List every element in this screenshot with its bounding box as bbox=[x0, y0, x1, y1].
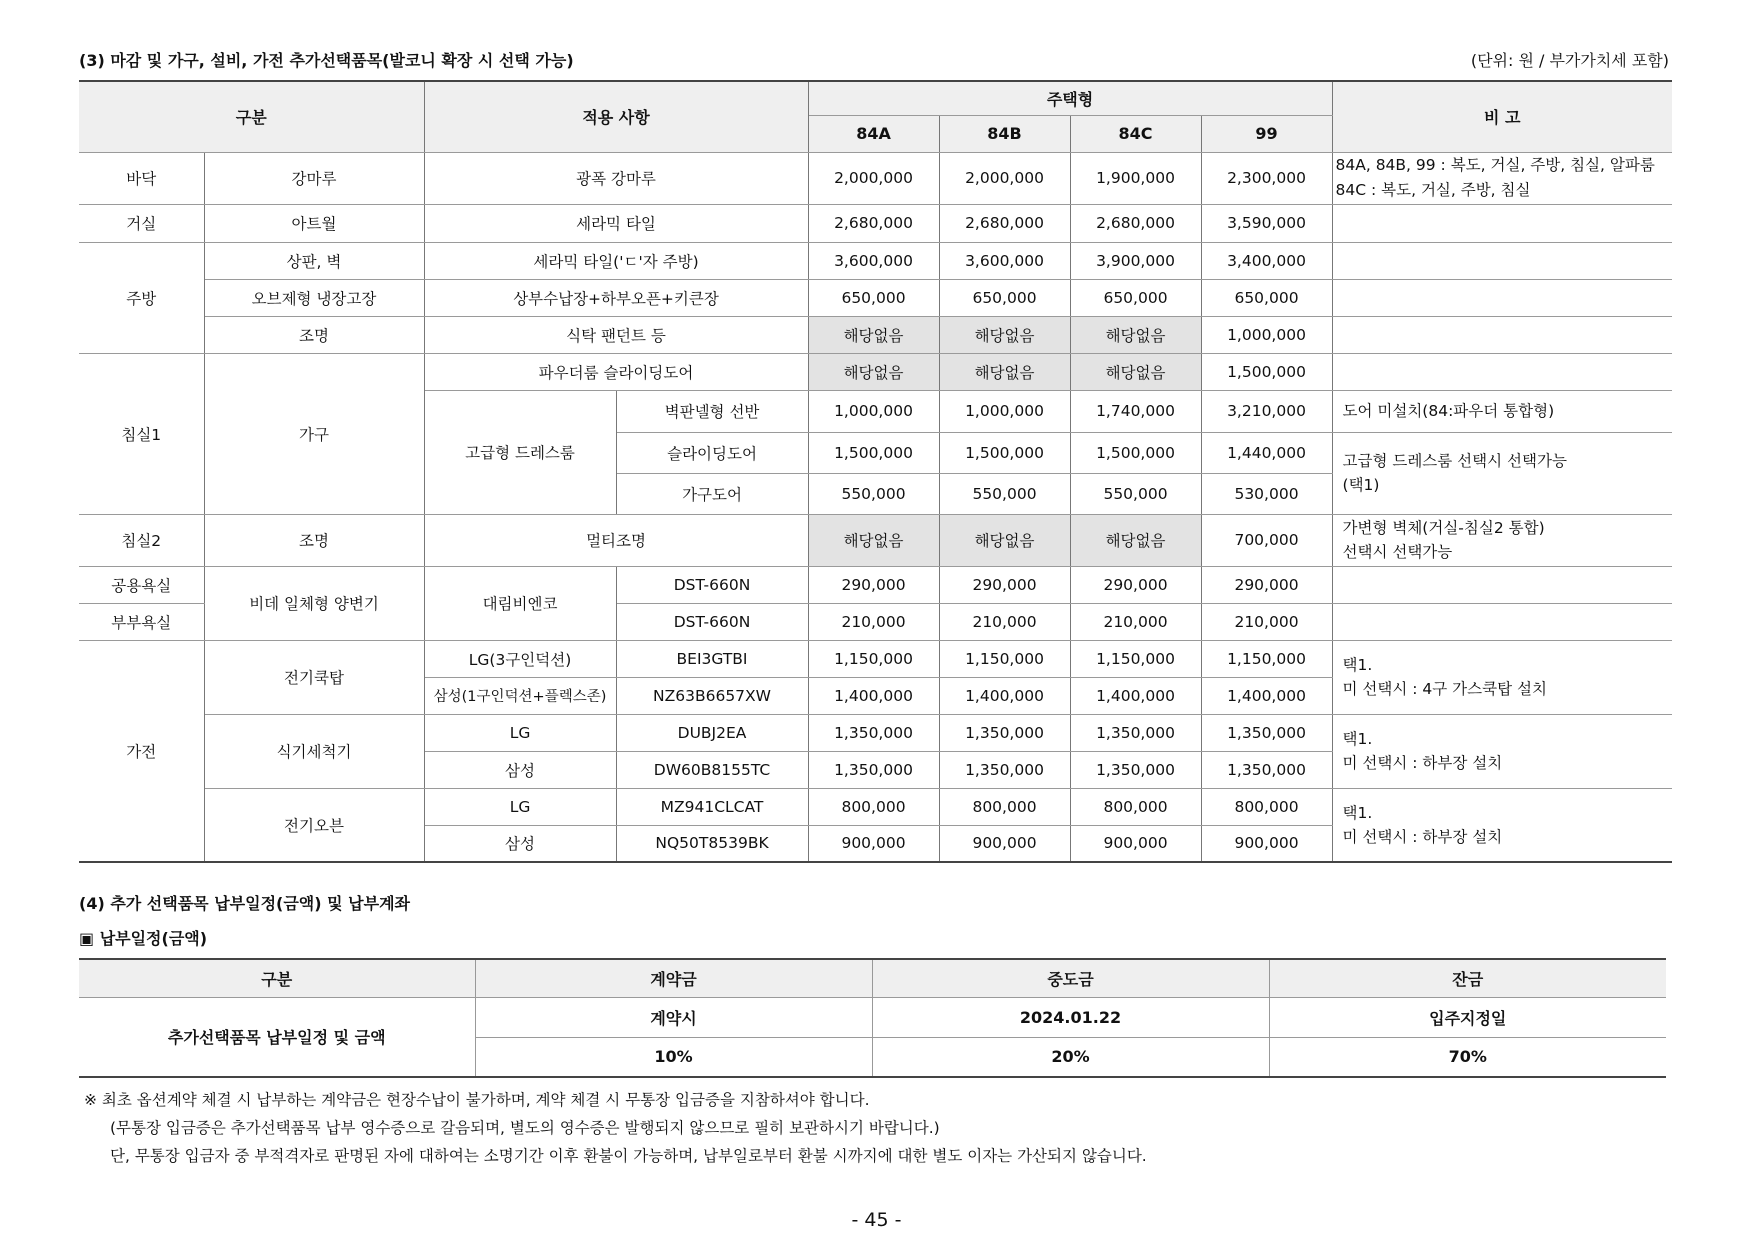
table-row bbox=[79, 514, 1672, 566]
note-cell bbox=[1332, 152, 1672, 204]
price-cell: 1,500,000 bbox=[808, 432, 939, 473]
note-line: (택1) bbox=[1342, 476, 1380, 494]
apply-cell: LG bbox=[424, 788, 616, 825]
price-cell: 210,000 bbox=[939, 603, 1070, 640]
price-cell: 900,000 bbox=[808, 825, 939, 862]
table-row bbox=[79, 997, 1666, 1037]
note-cell bbox=[1332, 714, 1672, 788]
price-cell: 1,000,000 bbox=[939, 390, 1070, 432]
note-line: 택1. bbox=[1342, 656, 1373, 674]
item-cell: 전기오븐 bbox=[204, 788, 424, 862]
price-cell: 1,500,000 bbox=[1070, 432, 1201, 473]
apply-detail-cell: NQ50T8539BK bbox=[616, 825, 808, 862]
section3-title: (3) 마감 및 가구, 설비, 가전 추가선택품목(발코니 확장 시 선택 가능) bbox=[79, 51, 574, 70]
apply-cell: 파우더룸 슬라이딩도어 bbox=[424, 353, 808, 390]
header-gubun: 구분 bbox=[79, 959, 475, 997]
category-cell: 거실 bbox=[79, 204, 204, 242]
option-price-table bbox=[79, 80, 1672, 863]
price-cell: 900,000 bbox=[1201, 825, 1332, 862]
apply-detail-cell: NZ63B6657XW bbox=[616, 677, 808, 714]
price-cell: 3,600,000 bbox=[808, 242, 939, 279]
date-cell: 2024.01.22 bbox=[872, 997, 1269, 1037]
price-cell: 2,680,000 bbox=[1070, 204, 1201, 242]
price-cell: 1,500,000 bbox=[939, 432, 1070, 473]
price-cell: 800,000 bbox=[939, 788, 1070, 825]
category-cell: 부부욕실 bbox=[79, 603, 204, 640]
category-cell: 침실1 bbox=[79, 353, 204, 514]
apply-detail-cell: 슬라이딩도어 bbox=[616, 432, 808, 473]
apply-cell: 세라믹 타일('ㄷ'자 주방) bbox=[424, 242, 808, 279]
price-cell: 1,150,000 bbox=[808, 640, 939, 677]
apply-cell: 식탁 팬던트 등 bbox=[424, 316, 808, 353]
price-cell: 650,000 bbox=[1201, 279, 1332, 316]
price-cell: 1,150,000 bbox=[1201, 640, 1332, 677]
apply-cell: LG bbox=[424, 714, 616, 751]
note-cell bbox=[1332, 316, 1672, 353]
apply-cell: 삼성(1구인덕션+플렉스존) bbox=[424, 677, 616, 714]
item-cell: 비데 일체형 양변기 bbox=[204, 566, 424, 640]
price-cell: 해당없음 bbox=[1070, 353, 1201, 390]
note-cell bbox=[1332, 353, 1672, 390]
percent-cell: 10% bbox=[475, 1037, 872, 1077]
price-cell: 해당없음 bbox=[808, 514, 939, 566]
price-cell: 800,000 bbox=[1201, 788, 1332, 825]
price-cell: 210,000 bbox=[808, 603, 939, 640]
price-cell: 800,000 bbox=[808, 788, 939, 825]
price-cell: 650,000 bbox=[1070, 279, 1201, 316]
section3-header bbox=[79, 48, 1669, 74]
header-84b: 84B bbox=[939, 115, 1070, 152]
price-cell: 1,350,000 bbox=[1070, 751, 1201, 788]
note-cell bbox=[1332, 279, 1672, 316]
price-cell: 210,000 bbox=[1070, 603, 1201, 640]
price-cell: 1,350,000 bbox=[808, 751, 939, 788]
price-cell: 1,150,000 bbox=[1070, 640, 1201, 677]
table-row bbox=[79, 714, 1672, 751]
note-cell bbox=[1332, 204, 1672, 242]
note-cell bbox=[1332, 788, 1672, 862]
header-deposit: 계약금 bbox=[475, 959, 872, 997]
apply-detail-cell: BEI3GTBI bbox=[616, 640, 808, 677]
apply-detail-cell: DST-660N bbox=[616, 566, 808, 603]
page-number: - 45 - bbox=[851, 1209, 902, 1231]
price-cell: 550,000 bbox=[939, 473, 1070, 514]
price-cell: 1,400,000 bbox=[939, 677, 1070, 714]
price-cell: 210,000 bbox=[1201, 603, 1332, 640]
price-cell: 3,900,000 bbox=[1070, 242, 1201, 279]
table-row bbox=[79, 279, 1672, 316]
price-cell: 1,500,000 bbox=[1201, 353, 1332, 390]
price-cell: 해당없음 bbox=[808, 316, 939, 353]
table-row bbox=[79, 640, 1672, 677]
price-cell: 550,000 bbox=[1070, 473, 1201, 514]
price-cell: 650,000 bbox=[808, 279, 939, 316]
note-line: 단, 무통장 입금자 중 부적격자로 판명된 자에 대하여는 소명기간 이후 환불이 가능하며, 납부일로부터 환불 시까지에 대한 별도 이자는 가산되지 않습니다. bbox=[110, 1147, 1147, 1165]
price-cell: 1,350,000 bbox=[1070, 714, 1201, 751]
apply-cell: 고급형 드레스룸 bbox=[424, 390, 616, 514]
category-cell: 주방 bbox=[79, 242, 204, 353]
row-label: 추가선택품목 납부일정 및 금액 bbox=[79, 997, 475, 1077]
price-cell: 290,000 bbox=[939, 566, 1070, 603]
item-cell: 식기세척기 bbox=[204, 714, 424, 788]
note-line: 미 선택시 : 하부장 설치 bbox=[1342, 827, 1503, 846]
section4-title: (4) 추가 선택품목 납부일정(금액) 및 납부계좌 bbox=[79, 894, 410, 913]
price-cell: 290,000 bbox=[1070, 566, 1201, 603]
note-cell bbox=[1332, 640, 1672, 714]
item-cell: 전기쿡탑 bbox=[204, 640, 424, 714]
apply-detail-cell: 벽판넬형 선반 bbox=[616, 390, 808, 432]
category-cell: 공용욕실 bbox=[79, 566, 204, 603]
price-cell: 1,350,000 bbox=[939, 751, 1070, 788]
note-line: 84C : 복도, 거실, 주방, 침실 bbox=[1335, 181, 1531, 199]
payment-notes bbox=[84, 1086, 1147, 1170]
header-balance: 잔금 bbox=[1269, 959, 1666, 997]
apply-detail-cell: DW60B8155TC bbox=[616, 751, 808, 788]
price-cell: 290,000 bbox=[1201, 566, 1332, 603]
price-cell: 1,400,000 bbox=[1201, 677, 1332, 714]
payment-schedule-table bbox=[79, 958, 1666, 1078]
table-row bbox=[79, 242, 1672, 279]
note-line: 택1. bbox=[1342, 730, 1373, 748]
schedule-subtitle: ▣ 납부일정(금액) bbox=[79, 929, 208, 948]
table-row bbox=[79, 353, 1672, 390]
unit-note: (단위: 원 / 부가가치세 포함) bbox=[1470, 51, 1669, 70]
price-cell: 해당없음 bbox=[939, 316, 1070, 353]
table-row bbox=[79, 788, 1672, 825]
price-cell: 1,440,000 bbox=[1201, 432, 1332, 473]
note-line: 미 선택시 : 4구 가스쿡탑 설치 bbox=[1342, 680, 1547, 698]
price-cell: 530,000 bbox=[1201, 473, 1332, 514]
price-cell: 550,000 bbox=[808, 473, 939, 514]
item-cell: 강마루 bbox=[204, 152, 424, 204]
apply-detail-cell: 가구도어 bbox=[616, 473, 808, 514]
table-row bbox=[79, 316, 1672, 353]
item-cell: 아트월 bbox=[204, 204, 424, 242]
price-cell: 290,000 bbox=[808, 566, 939, 603]
price-cell: 2,000,000 bbox=[808, 152, 939, 204]
apply-detail-cell: MZ941CLCAT bbox=[616, 788, 808, 825]
price-cell: 1,150,000 bbox=[939, 640, 1070, 677]
category-cell: 바닥 bbox=[79, 152, 204, 204]
apply-cell: 대림비엔코 bbox=[424, 566, 616, 640]
price-cell: 900,000 bbox=[939, 825, 1070, 862]
price-cell: 1,350,000 bbox=[1201, 714, 1332, 751]
header-note: 비 고 bbox=[1332, 81, 1672, 152]
header-house-type: 주택형 bbox=[808, 81, 1332, 115]
note-line: 가변형 벽체(거실-침실2 통합) bbox=[1342, 519, 1545, 537]
header-apply: 적용 사항 bbox=[424, 81, 808, 152]
price-cell: 650,000 bbox=[939, 279, 1070, 316]
item-cell: 조명 bbox=[204, 514, 424, 566]
price-cell: 2,680,000 bbox=[808, 204, 939, 242]
price-cell: 해당없음 bbox=[939, 514, 1070, 566]
note-cell bbox=[1332, 432, 1672, 514]
header-84c: 84C bbox=[1070, 115, 1201, 152]
header-99: 99 bbox=[1201, 115, 1332, 152]
apply-cell: 세라믹 타일 bbox=[424, 204, 808, 242]
note-line: ※ 최초 옵션계약 체결 시 납부하는 계약금은 현장수납이 불가하며, 계약 체결 시 무통장 입금증을 지참하셔야 합니다. bbox=[84, 1091, 870, 1109]
date-cell: 계약시 bbox=[475, 997, 872, 1037]
price-cell: 1,400,000 bbox=[1070, 677, 1201, 714]
price-cell: 해당없음 bbox=[1070, 514, 1201, 566]
apply-detail-cell: DST-660N bbox=[616, 603, 808, 640]
price-cell: 2,300,000 bbox=[1201, 152, 1332, 204]
apply-cell: 광폭 강마루 bbox=[424, 152, 808, 204]
table-row bbox=[79, 566, 1672, 603]
price-cell: 1,350,000 bbox=[808, 714, 939, 751]
note-line: (무통장 입금증은 추가선택품목 납부 영수증으로 갈음되며, 별도의 영수증은 발행되지 않으므로 필히 보관하시기 바랍니다.) bbox=[110, 1119, 940, 1137]
category-cell: 가전 bbox=[79, 640, 204, 862]
price-cell: 1,740,000 bbox=[1070, 390, 1201, 432]
apply-cell: 멀티조명 bbox=[424, 514, 808, 566]
apply-cell: 상부수납장+하부오픈+키큰장 bbox=[424, 279, 808, 316]
price-cell: 700,000 bbox=[1201, 514, 1332, 566]
category-cell: 침실2 bbox=[79, 514, 204, 566]
apply-cell: 삼성 bbox=[424, 825, 616, 862]
price-cell: 해당없음 bbox=[1070, 316, 1201, 353]
header-interim: 중도금 bbox=[872, 959, 1269, 997]
note-cell bbox=[1332, 514, 1672, 566]
note-cell bbox=[1332, 242, 1672, 279]
price-cell: 1,000,000 bbox=[1201, 316, 1332, 353]
price-cell: 해당없음 bbox=[939, 353, 1070, 390]
price-cell: 3,590,000 bbox=[1201, 204, 1332, 242]
header-84a: 84A bbox=[808, 115, 939, 152]
price-cell: 1,350,000 bbox=[939, 714, 1070, 751]
price-cell: 900,000 bbox=[1070, 825, 1201, 862]
price-cell: 1,900,000 bbox=[1070, 152, 1201, 204]
apply-cell: LG(3구인덕션) bbox=[424, 640, 616, 677]
apply-cell: 삼성 bbox=[424, 751, 616, 788]
item-cell: 상판, 벽 bbox=[204, 242, 424, 279]
price-cell: 2,680,000 bbox=[939, 204, 1070, 242]
price-cell: 800,000 bbox=[1070, 788, 1201, 825]
price-cell: 3,600,000 bbox=[939, 242, 1070, 279]
price-cell: 3,400,000 bbox=[1201, 242, 1332, 279]
table-row bbox=[79, 204, 1672, 242]
table-row bbox=[79, 152, 1672, 204]
note-line: 84A, 84B, 99 : 복도, 거실, 주방, 침실, 알파룸 bbox=[1335, 156, 1655, 174]
percent-cell: 70% bbox=[1269, 1037, 1666, 1077]
price-cell: 3,210,000 bbox=[1201, 390, 1332, 432]
note-line: 선택시 선택가능 bbox=[1342, 543, 1453, 561]
price-cell: 1,400,000 bbox=[808, 677, 939, 714]
price-cell: 1,350,000 bbox=[1201, 751, 1332, 788]
price-cell: 1,000,000 bbox=[808, 390, 939, 432]
date-cell: 입주지정일 bbox=[1269, 997, 1666, 1037]
price-cell: 해당없음 bbox=[808, 353, 939, 390]
note-cell bbox=[1332, 566, 1672, 603]
note-cell: 도어 미설치(84:파우더 통합형) bbox=[1332, 390, 1672, 432]
header-gubun: 구분 bbox=[79, 81, 424, 152]
price-cell: 2,000,000 bbox=[939, 152, 1070, 204]
item-cell: 가구 bbox=[204, 353, 424, 514]
note-line: 택1. bbox=[1342, 803, 1373, 822]
item-cell: 오브제형 냉장고장 bbox=[204, 279, 424, 316]
note-line: 고급형 드레스룸 선택시 선택가능 bbox=[1342, 452, 1567, 470]
apply-detail-cell: DUBJ2EA bbox=[616, 714, 808, 751]
item-cell: 조명 bbox=[204, 316, 424, 353]
percent-cell: 20% bbox=[872, 1037, 1269, 1077]
note-line: 미 선택시 : 하부장 설치 bbox=[1342, 754, 1503, 772]
note-cell bbox=[1332, 603, 1672, 640]
